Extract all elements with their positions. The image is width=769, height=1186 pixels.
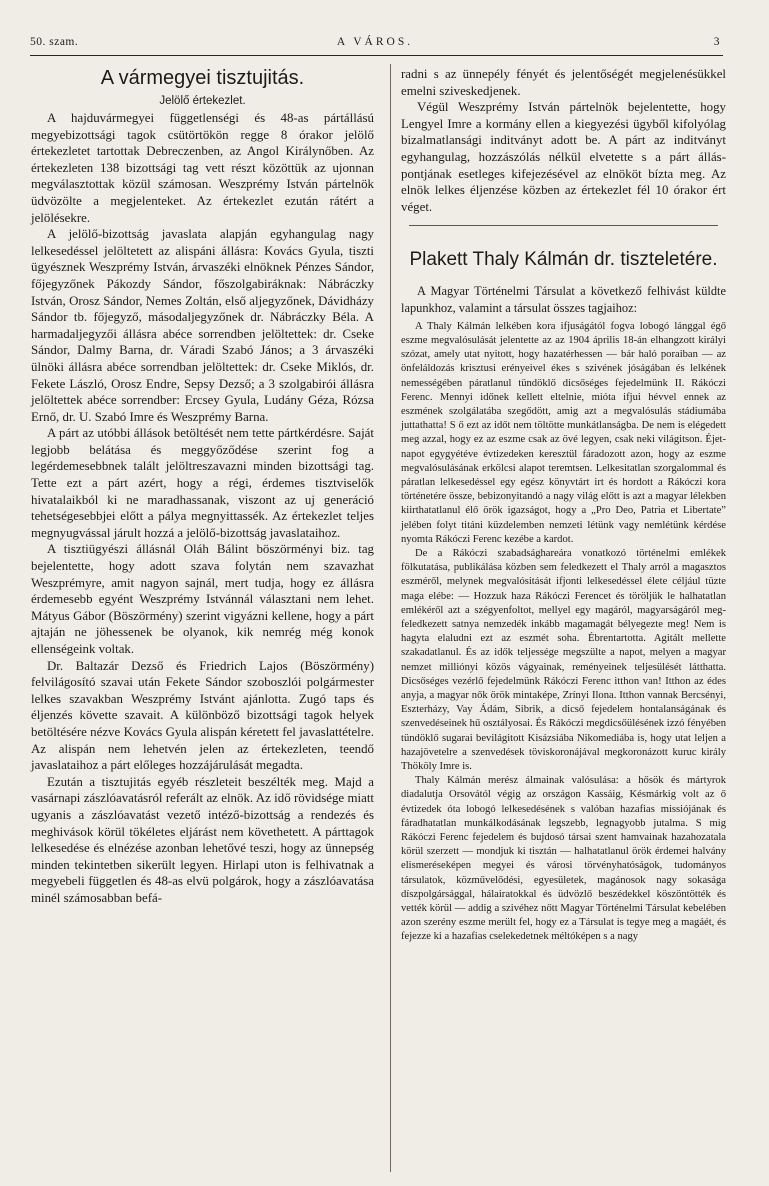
header-rule (30, 55, 723, 56)
paragraph: A jelölő-bizottság javaslata alapján egyhangulag nagy lelkesedéssel jelöltetett az alispáni állásra: Kovács Gyula, tiszti ügyésznek Weszprémy István, árvaszéki elnöknek Pénzes Sándor, főjegyzőnek Pákozdy Sándor, főszolgabiráknak: Nábráczky István, Orosz Sándor, Nemes Zoltán, első aljegyzőnek, Dávidházy Sándor tb. főjegyző, másodaljegyzőnek dr. Nábráczky Béla. A harmadaljegyzői állásra abéce sorrendben jelöltettek: dr. Cseke Sándor, Dalmy Barna, dr. Váradi Szabó János; a 3 árvaszéki ülnöki állásra abéce sorrendban jelöltettek: dr. Cseke Miklós, dr. Fekete László, Orosz Endre, Sepsy Dezső; a 3 szolgabirói állásra jelöltettek abéce sorrendber: Ercsey Gyula, Ludány Géza, Rózsa Ernő, dr. U. Szabó Imre és Weszprémy Barna. (31, 227, 374, 424)
article-title-left: A vármegyei tisztujitás. (100, 67, 305, 89)
page-header (30, 36, 720, 54)
paragraph: A párt az utóbbi állások betöltését nem tette pártkérdésre. Saját legjobb belátása és meggyőződése szerint fog a legérdemesebbnek talált jelöltreszavazni minden bizottsági tag. Tette ezt a párt azért, hogy a régi, érdemes tisztviselők hivatalaikból ki ne maradhassanak, viszont az uj generáció tehetségesebbjei előtt a pálya megnyittassék. Az értekezlet teljes megnyugvással járult hozzá a jelölő-bizottság javaslataihoz. (31, 426, 374, 540)
left-column (31, 66, 374, 907)
issue-number: 50. szam. (30, 36, 79, 48)
page-number: 3 (713, 36, 720, 48)
article-subtitle-left: Jelölő értekezlet. (159, 95, 246, 107)
paragraph: Végül Weszprémy István pártelnök bejelentette, hogy Lengyel Imre a kormány ellen a kiegyezési ügyből kifolyólag bizalmatlansági inditványt adott be. A párt az inditványt egyhangulag, hozzászólás nélkül elvetette s a párt álláspontjának esetleges kifejezésével az elnököt bízta meg. Az elnök lelkes éljenzése közben az értekezlet fél 10 órakor ért véget. (401, 100, 726, 214)
paragraph: A hajduvármegyei függetlenségi és 48-as pártállású megyebizottsági tagok csütörtökön regge 8 órakor jelölő értekezletet tartottak Debreczenben, az Angol Királynőben. Az értekezleten 138 bizottsági tag vett részt közöttük az ujonnan megválasztottak közül számosan. Weszprémy István pártelnök üdvözölte a megjelenteket. Az értekezlet ezután rátért a jelölésekre. (31, 111, 374, 225)
paragraph: A Thaly Kálmán lelkében kora ifjuságától fogva lobogó lánggal égő eszme megvalósulását jelentette az az 1904 április 18-án elhangzott királyi szózat, amely utat nyitott, hogy hazatérhessen — bár haló poraiban — az önfeláldozás krisztusi erényeivel ékes s szivének jóságában és lelkének nemességében páratlanul tündöklő dicsőséges fejedelmünk II. Rákóczi Ferenc. Mennyi időnek kellett eltelnie, mióta ifjui hévvel ennek az eszmének szolgálatába szegődött, amig azt a megvalósulás stádiumába juttathatta! S ő ezt az időt nem töltötte munkátlanságba. De nem is elégedett meg azzal, hogy ez az eszme csak az övé legyen, csak neki világitson. Éjet-napot egygyétéve évtizedeken keresztül fáradozott azon, hogy az eszme megvalósulásának erkölcsi alapot teremtsen. Lelkesitatlan szorgalommal és páratlan lelkesedéssel egy egész könyvtárt irt és hordott a Rákóczi kora történetére össze, bebizonyitandó a nagy világ előtt is azt a magyar lélekben kiirthatatlanul élő örök igazságot, hogy a „Pro Deo, Patria et Libertate” jelében folyt titáni küzdelemben nemzeti létünk vagy nemlétünk kérdése nyomta Rákóczi Ferenc kezébe a kardot. (401, 320, 726, 545)
paragraph: De a Rákóczi szabadsághareára vonatkozó történelmi emlékek fölkutatása, publikálása közben sem feledkezett el Thaly arról a magasztos eszméről, melynek megvalósitását ifjonti lelkesedéssel élete céljául tüzte maga elébe: — Hozzuk haza Rákóczi Ferencet és töröljük le halhatatlan emlékéről azt a szégyenfoltot, mellyel egy magáról, magyarságáról megfeledkezett satnya nemzedék inkább magamagát bélyegezte meg! Nem is hagyta elaludni ezt az eszmét soha. Ébrentartotta. Agitált mellette szakadatlanul. És az idők teljessége megszülte a napot, melyen a magyar nemzet milliónyi közös vágyainak, reményeinek teljesülését látthatta. Dicsőséges vezérlő fejedelmünk Rákóczi Ferenc itthon van! Itthon az édes anyja, a magyar nők örök mintaképe, Zrínyi Ilona. Itthon vannak Bercsényi, Eszterházy, Vay Ádám, Sibrik, a dicső fejedelem hontalanságának és szenvedéseinek hű osztályosai. És Rákóczi megdicsőülésének izzó fényében tündöklő sugarai bevilágitott Kisázsiába Nikomediába is, hogy utat leljen a hazajövetelre a szenvedések töviskoronájával megkoronázott kuruc király Thököly Imre is. (401, 548, 726, 773)
article-lead (401, 283, 726, 315)
article-separator (409, 225, 718, 226)
newspaper-name: A VÁROS. (336, 36, 414, 48)
column-divider (390, 64, 391, 1172)
paragraph: A tisztiügyészi állásnál Oláh Bálint böszörményi biz. tag bejelentette, hogy adott szava folytán nem szavazhat Weszprémyre, amit nagyon sajnál, mert tudja, hogy ez állásra érdemesebb egyént Weszprémy Istvánnál választani nem lehet. Mátyus Gábor (Böszörmény) szerint vigyázni kellene, hogy a párt ajtaján ne jöhessenek be olyanok, kik nemrég még konok ellenségeink voltak. (31, 542, 374, 656)
lead-paragraph: A Magyar Történelmi Társulat a következő felhivást küldte lapunkhoz, valamint a társulat összes tagjaihoz: (401, 284, 726, 315)
right-column (401, 66, 726, 945)
appeal-text (401, 320, 726, 945)
paragraph: Dr. Baltazár Dezső és Friedrich Lajos (Böszörmény) felvilágosító szavai után Fekete Sándor szoboszlói polgármester lelkes szavakban Weszprémy Istvánt ajánlotta. Zugó taps és éljenzés követte szavait. A különböző bizottsági tagok helyek betöltésére nézve Kovács Gyula alispán kéretett fel javaslattételre. Az alispán nem lehetvén jelen az értekezleten, teendő javaslataihoz a párt előleges hozzájárulását megadta. (31, 658, 374, 773)
paragraph: radni s az ünnepély fényét és jelentőségét megjelenésükkel emelni sziveskedjenek. (401, 67, 726, 98)
paragraph: Thaly Kálmán merész álmainak valósulása: a hősök és mártyrok diadalutja Orsovától végig az országon Kassáig, Késmárkig volt az ő évtizedek óta lobogó lelkesedésének s valóban hazafias missiójának és fáradhatatlan munkálkodásának legszebb, legnagyobb jutalma. S mig Rákóczi Ferenc fejedelem és bujdosó társai szent hamvainak hazahozatala körül szerzett — mondjuk ki tisztán — halhatatlanul örök érdemei halvány elismeréseképen megyei és városi törvényhatóságok, tudományos társulatok, közművelődési, egyesületek, magánosok nagy sokasága díszpolgársággal, hálairatokkal és üdvözlő beszédekkel köszöntötték és vették körül — addig a szivéhez nőtt Magyar Történelmi Társulat kebelében azon szerény eszme merült fel, hogy ez a Társulat is tegye meg a magáét, és fejezze ki a hazafias cselekedetnek méltóképen s a nagy (401, 775, 726, 943)
paragraph: Ezután a tisztujitás egyéb részleteit beszélték meg. Majd a vasárnapi zászlóavatásról referált az elnök. Az idő rövidsége miatt ugyanis a zászlóavatást vezető intéző-bizottság a rendezés és meghivások körül tökéletes eljárást nem követhetett. A párttagok lelkesedése és elnézése azonban lehetővé teszi, hogy az ünnepség minden tekintetben sikerült legyen. Hirlapi uton is felhivatnak a megyebeli független és 48-as elvü polgárok, hogy a zászlóavatása minél számosabban befá- (31, 774, 374, 905)
article-title-right: Plakett Thaly Kálmán dr. tiszteletére. (409, 249, 718, 271)
